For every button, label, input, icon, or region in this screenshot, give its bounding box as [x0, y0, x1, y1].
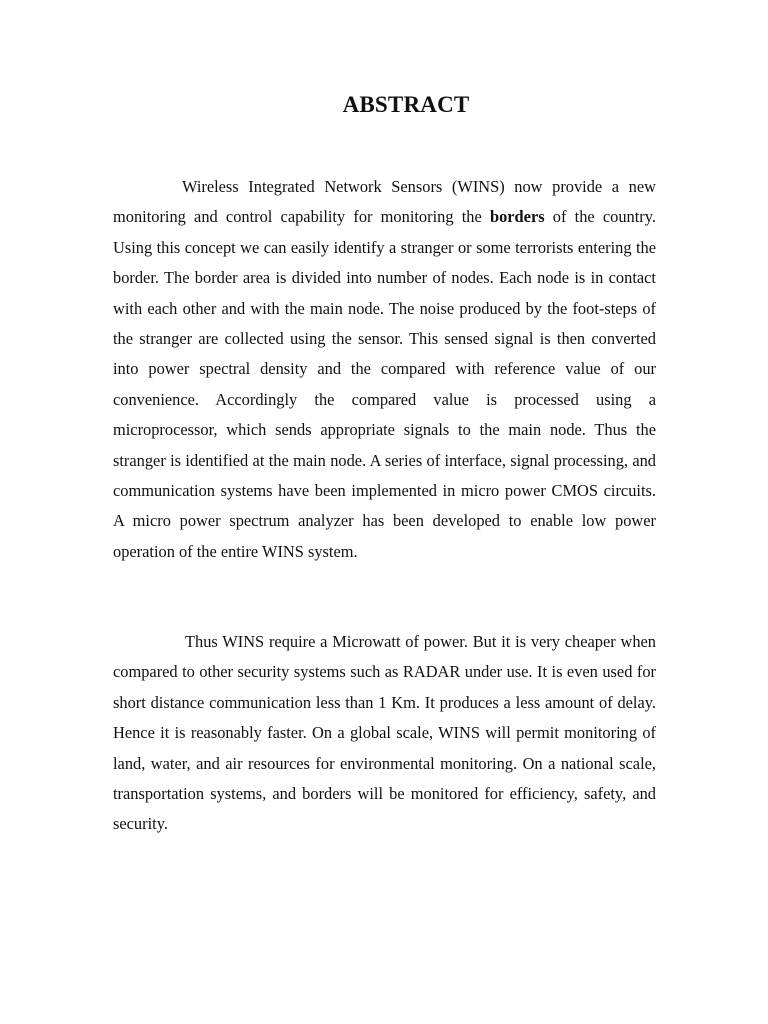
paragraph-1-text-start: Wireless Integrated Network Sensors (WINS) now provide a new monitoring and control capability for monitoring the [113, 177, 656, 227]
paragraph-1-text-end: of the country. Using this concept we can easily identify a stranger or some terrorists entering the border. The border area is divided into number of nodes. Each node is in contact with each other and with the main node. The noise produced by the foot-steps of the stranger are collected using the sensor. This sensed signal is then converted into power spectral density and the compared with reference value of our convenience. Accordingly the compared value is processed using a microprocessor, which sends appropriate signals to the main node. Thus the stranger is identified at the main node. A series of interface, signal processing, and communication systems have been implemented in micro power CMOS circuits. A micro power spectrum analyzer has been developed to enable low power operation of the entire WINS system. [113, 207, 656, 561]
page-title: ABSTRACT [342, 92, 470, 117]
abstract-paragraph-2: Thus WINS require a Microwatt of power. But it is very cheaper when compared to other security systems such as RADAR under use. It is even used for short distance communication less than 1 Km. It produces a less amount of delay. Hence it is reasonably faster. On a global scale, WINS will permit monitoring of land, water, and air resources for environmental monitoring. On a national scale, transportation systems, and borders will be monitored for efficiency, safety, and security. [113, 632, 656, 834]
abstract-paragraph-1 [113, 172, 656, 567]
bold-term-borders: borders [489, 207, 545, 227]
